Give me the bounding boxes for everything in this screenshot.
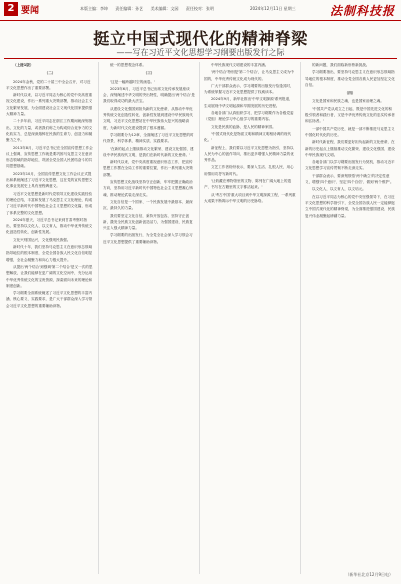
section-number: （四） [344,91,356,96]
paragraph: 学习纲要分为12章，全面阐述了习近平文化思想的时代背景、科学体系、精神实质、实践要求。 [103,132,194,144]
paragraph: 宣传思想文化战线坚持守正创新，牢牢把握正确政治方向，坚持用习近平新时代中国特色社会主义思想凝心铸魂，推动理论武装走深走实。 [103,180,193,197]
column-divider [300,62,301,574]
paragraph: 从建设文化强国到担负新的文化使命，从推动中华优秀传统文化创造性转化、创新性发展到建设中华民族现代文明，习近平文化思想站在中华民族伟大复兴的战略高度，为新时代文化建设提供了根本遵循。 [103,106,193,130]
paragraph: 2024年金秋，党的二十届三中全会召开，对习近平文化思想作出了重要部署。 [6,79,91,90]
paragraph: '中国共产党从成立之日起，既是中国先进文化的积极引领者和践行者，又是中华优秀传统文化的忠实传承者和弘扬者。' [305,106,395,124]
paragraph: 2024年9月，新华社推出'中华文明探源'系列报道，生动展现中华文明起源和早期发展的历史进程。 [204,97,293,108]
paragraph: '中国式现代化是物质文明和精神文明相协调的现代化。' [204,131,292,143]
paragraph: '两个结合'特别是'第二个结合'，让马克思主义成为中国的，中华优秀传统文化成为现代的。 [204,70,295,81]
paragraph: 2024年夏天，习近平总书记来到甘肃考察时指出，要坚持以文化人、以文育人，推动中华优秀传统文化创造性转化、创新性发展。 [6,217,93,235]
paragraph: 文化是国家和民族之魂，也是国家治理之魂。 [312,99,384,104]
paragraph: '这是一幅跨越时空的画卷。' [110,79,156,84]
paragraph: 2023年6月，习近平总书记出席文化传承发展座谈会，深刻阐述中华文明的突出特性，明确提出'两个结合'是我们取得成功的最大法宝。 [103,86,195,104]
continuation-note: （上接1版） [13,63,34,67]
paragraph: 以文化人，以文育人，以文培元。 [312,187,366,192]
paragraph: 各地各部门以学习纲要出版发行为契机，推动习近平文化思想学习宣传贯彻不断走深走实。 [305,160,395,171]
paragraph: 文化自信是一个国家、一个民族发展中最基本、最深沉、最持久的力量。 [103,199,193,211]
paragraph: 从'考古中国'重大项目到中华文明探源工程，一系列重大成果不断揭示中华文明的历史脉络。 [204,192,296,203]
paragraph: 新时代新征程，我们要更好担负起新的文化使命，在新的历史起点上继续推动文化繁荣、建设文化强国、建设中华民族现代文明。 [305,140,395,157]
paragraph: 统一的思想观念体系。 [110,63,146,67]
paragraph: '在新的起点上继续推动文化繁荣、建设文化强国、建设中华民族现代文明，是我们在新时代新的文化使命。' [103,146,194,157]
section-number: （三） [143,71,155,76]
article-column-1 [6,62,94,572]
paragraph: 学习纲要指出，要坚持马克思主义在意识形态领域指导地位的根本制度，推动全党全国各族人民更加坚定文化自信。 [305,70,395,87]
paragraph: 二十多年前，习近平同志在浙江工作期间就深刻指出，文化的力量，或者我们称之为构成综合竞争力的文化软实力，总是深深熔铸在民族的生命力、创造力和凝聚力之中。 [6,119,93,143]
paragraph: 我们要坚定文化自信，秉持开放包容，坚持守正创新，激发全民族文化创新创造活力，为强国建设、民族复兴注入强大精神力量。 [103,213,193,231]
page-masthead [0,0,401,21]
paragraph: 在以习近平同志为核心的党中央坚强领导下，在习近平文化思想的科学指引下，全党全国各族人民一定能够挺立中国式现代化的精神脊梁，为全面推进强国建设、民族复兴伟业凝聚起磅礴力量。 [305,194,395,218]
paragraph: 学习纲要全面系统阐述了习近平文化思想的丰富内涵、核心要义、实践要求，是广大干部群众深入学习领会习近平文化思想的重要辅助读物。 [6,291,93,308]
article-subheadline: ——写在习近平文化思想学习纲要出版发行之际 [116,48,285,57]
paragraph: 从提出'两个结合'到强调'第二个结合'是又一次的思想解放，让我们能够在更广阔的文化空间中，充分运用中华优秀传统文化的宝贵资源，探索面向未来的理论和制度创新。 [6,264,93,288]
paragraph: 新征程上，我们要以习近平文化思想为指引，坚持以人民为中心的创作导向，推出更多增强人民精神力量的优秀作品。 [204,145,294,163]
editor-credit: 本版主编：李坤 [80,6,108,11]
paragraph: 中华民族现代文明建设的丰富内涵。 [211,63,269,67]
paragraph: 干部群众表示，要深刻领悟'两个确立'的决定性意义，增强'四个意识'、坚定'四个自信'、做到'两个维护'。 [305,173,394,185]
layout-credit: 责任编辑：孙艺 [115,6,144,11]
paragraph: 学习纲要的出版发行，为全党全社会深入学习领会习近平文化思想提供了重要辅助读物。 [103,233,193,244]
designer-credit: 美术编辑：文园 [150,6,179,11]
paragraph: 广大干部群众表示，学习纲要的出版发行恰逢其时，为系统掌握习近平文化思想提供了权威读本。 [204,83,294,95]
issue-date: 2024年12月11日 星期三 [250,6,296,11]
paragraph: 新时代以来，以习近平同志为核心的党中央高度重视文化建设，作出一系列重大决策部署，推动社会主义文化繁荣发展，为全面建设社会主义现代化国家提供强大精神力量。 [6,93,93,117]
paragraph: 文化是民族的血脉，是人民的精神家园。 [211,124,276,129]
paragraph: 2023年10月，全国宣传思想文化工作会议正式提出和系统阐述了习近平文化思想，这在党的宣传思想文化事业发展史上具有里程碑意义。 [6,171,93,189]
article-column-3 [204,62,296,572]
article-byline: （新华社北京12月9日电） [345,572,393,577]
article-headline: 挺立中国式现代化的精神脊梁 [93,29,308,48]
section-title: 要闻 [21,6,40,16]
paragraph: 文艺工作者纷纷表示，要深入生活、扎根人民，用心用情用功抒写新时代。 [204,165,294,176]
paragraph: 各地各部门认真组织学习，把学习纲要作为各级党委（党组）理论学习中心组学习的重要内容。 [204,111,294,122]
paragraph: 习近平文化思想是新时代党领导文化建设实践经验的理论总结，丰富和发展了马克思主义文化理论，构成了习近平新时代中国特色社会主义思想的文化篇，形成了体系完整的文化思想。 [6,191,93,215]
paragraph: 新时代十年，我们坚持马克思主义在意识形态领域指导地位的根本制度，全党全国各族人民文化自信明显增强，全社会凝聚力和向心力极大提升。 [6,245,93,262]
article-column-4 [305,62,395,562]
proofreader-credit: 责任校对：张明 [185,6,214,11]
column-divider [98,62,99,574]
column-divider [199,62,200,574]
paragraph: '让收藏在博物馆里的文物、陈列在广阔大地上的遗产、书写在古籍里的文字都活起来。' [204,179,292,190]
paragraph: 文化兴则国运兴，文化强则民族强。 [13,237,71,242]
paragraph: 一部中国共产党历史，就是一部不断推进马克思主义中国化时代化的历史。 [305,126,395,137]
editorial-credits [80,6,220,12]
header-divider [4,58,397,59]
paragraph: 的新问题，我们面临新形势新挑战。 [312,63,370,67]
section-number: （二） [44,71,56,76]
page-number: 2 [4,2,18,16]
paragraph: 2013年8月，习近平总书记在全国宣传思想工作会议上强调，宣传思想工作就是要巩固马克思主义在意识形态领域的指导地位，巩固全党全国人民团结奋斗的共同思想基础。 [6,145,93,169]
newspaper-logo: 法制科技报 [329,4,395,18]
paragraph: 新时代以来，党中央高度重视意识形态工作，把宣传思想工作摆在全局工作的重要位置，作出一系列重大决策部署。 [103,160,193,177]
article-column-2 [103,62,195,572]
